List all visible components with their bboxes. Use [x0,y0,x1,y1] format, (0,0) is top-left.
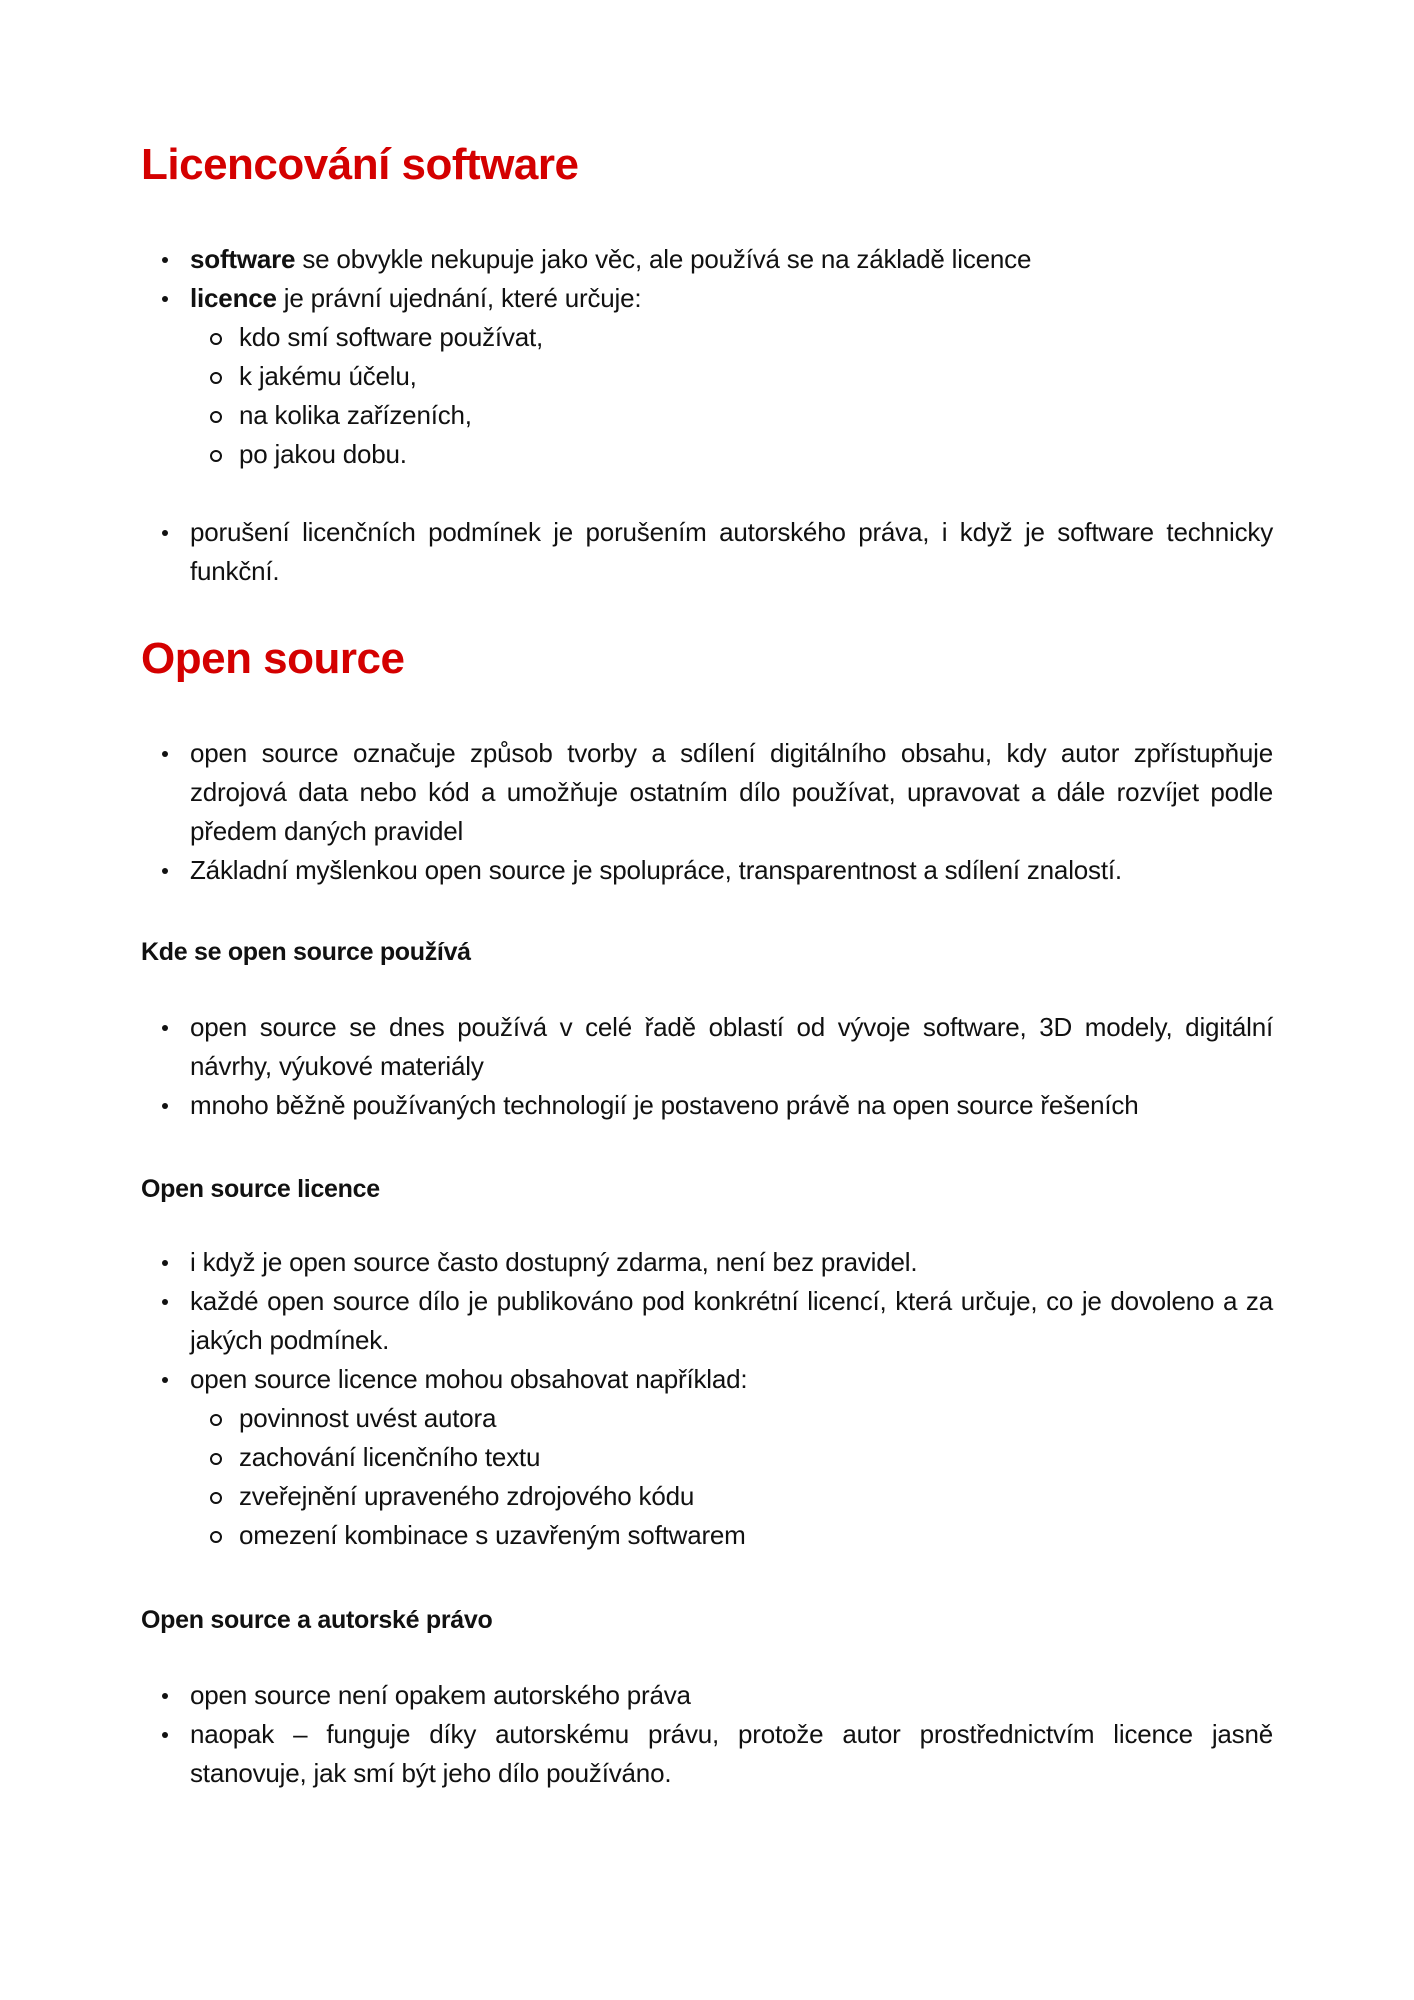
list-item [141,1360,1273,1399]
bullet-icon [162,1377,168,1383]
sublist-item-text: na kolika zařízeních, [239,400,472,430]
list-item-text: každé open source dílo je publikováno pod konkrétní licencí, která určuje, co je dovoleno a za jakých podmínek. [190,1286,1273,1355]
list-item-text: mnoho běžně používaných technologií je postaveno právě na open source řešeních [190,1090,1139,1120]
list-item-text: open source označuje způsob tvorby a sdílení digitálního obsahu, kdy autor zpřístupňuje zdrojová data nebo kód a umožňuje ostatním dílo používat, upravovat a dále rozvíjet podle předem daných pravidel [190,738,1273,846]
circle-bullet-icon [210,1531,222,1543]
sublist-container [141,1399,1273,1555]
licence-rules-list [141,1243,1273,1555]
list-item [141,734,1273,851]
sublist-item [141,1477,1273,1516]
list-item-text: naopak – funguje díky autorskému právu, protože autor prostřednictvím licence jasně stanovuje, jak smí být jeho dílo používáno. [190,1719,1273,1788]
bullet-icon [162,868,168,874]
sublist-item-text: zveřejnění upraveného zdrojového kódu [239,1481,695,1511]
bullet-icon [162,1103,168,1109]
sublist-item-text: kdo smí software používat, [239,322,544,352]
circle-bullet-icon [210,333,222,345]
sublist-item [141,435,1273,474]
sublist-item-text: k jakému účelu, [239,361,417,391]
list-item-text: porušení licenčních podmínek je porušením autorského práva, i když je software technicky funkční. [190,517,1273,586]
list-item-text: Základní myšlenkou open source je spolupráce, transparentnost a sdílení znalostí. [190,855,1122,885]
sublist-item [141,396,1273,435]
list-item [141,1676,1273,1715]
bullet-icon [162,530,168,536]
sublist-item [141,318,1273,357]
heading-open-source-autorske-pravo: Open source a autorské právo [141,1606,493,1634]
list-item-text: open source licence mohou obsahovat například: [190,1364,748,1394]
list-item [141,240,1273,279]
licence-conditions-sublist [141,1399,1273,1555]
sublist-item [141,1438,1273,1477]
sublist-item [141,357,1273,396]
bullet-icon [162,1693,168,1699]
term-software: software [190,244,296,274]
licensing-violation-list [141,513,1273,591]
circle-bullet-icon [210,372,222,384]
list-item-text: je právní ujednání, které určuje: [276,283,642,313]
list-item [141,1086,1273,1125]
sublist-container [141,318,1273,474]
list-item [141,1282,1273,1360]
heading-kde-se-pouziva: Kde se open source používá [141,938,471,966]
bullet-icon [162,751,168,757]
sublist-item-text: povinnost uvést autora [239,1403,497,1433]
licence-sublist [141,318,1273,474]
circle-bullet-icon [210,1453,222,1465]
usage-list [141,1008,1273,1125]
bullet-icon [162,296,168,302]
sublist-item [141,1399,1273,1438]
list-item-text: open source není opakem autorského práva [190,1680,691,1710]
copyright-list [141,1676,1273,1793]
heading-open-source: Open source [141,634,405,683]
list-item [141,513,1273,591]
licensing-list [141,240,1273,474]
bullet-icon [162,1732,168,1738]
open-source-list [141,734,1273,890]
list-item [141,851,1273,890]
sublist-item [141,1516,1273,1555]
sublist-item-text: po jakou dobu. [239,439,407,469]
bullet-icon [162,257,168,263]
list-item-text: i když je open source často dostupný zdarma, není bez pravidel. [190,1247,918,1277]
sublist-item-text: zachování licenčního textu [239,1442,541,1472]
circle-bullet-icon [210,1414,222,1426]
heading-open-source-licence: Open source licence [141,1175,380,1203]
circle-bullet-icon [210,450,222,462]
list-item [141,1715,1273,1793]
circle-bullet-icon [210,411,222,423]
bullet-icon [162,1299,168,1305]
list-item [141,1243,1273,1282]
bullet-icon [162,1260,168,1266]
list-item [141,279,1273,318]
list-item [141,1008,1273,1086]
list-item-text: se obvykle nekupuje jako věc, ale používá se na základě licence [295,244,1032,274]
list-item-text: open source se dnes používá v celé řadě oblastí od vývoje software, 3D modely, digitální návrhy, výukové materiály [190,1012,1273,1081]
term-licence: licence [190,283,277,313]
sublist-item-text: omezení kombinace s uzavřeným softwarem [239,1520,746,1550]
circle-bullet-icon [210,1492,222,1504]
bullet-icon [162,1025,168,1031]
heading-licencovani-software: Licencování software [141,140,579,189]
